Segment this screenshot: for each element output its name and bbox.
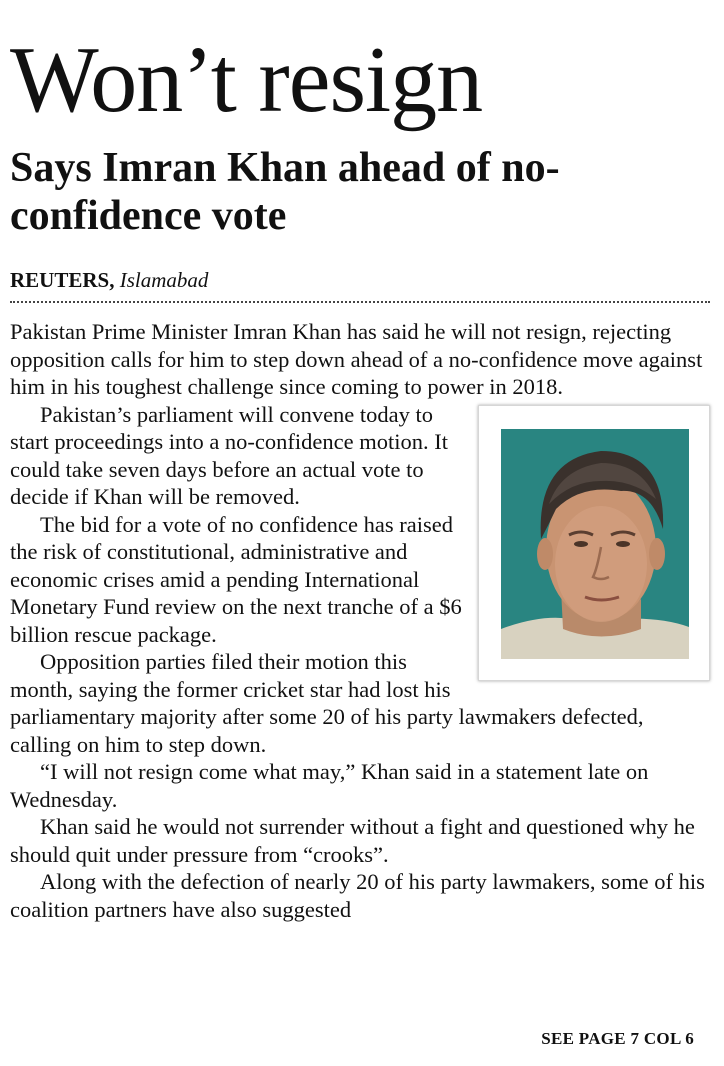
headline: Won’t resign	[10, 28, 483, 132]
byline-agency: REUTERS,	[10, 268, 115, 292]
dotted-divider	[10, 301, 710, 303]
paragraph-6: Khan said he would not surrender without a fight and questioned why he should quit under pressure from “crooks”.	[10, 814, 695, 867]
portrait-photo	[501, 429, 689, 659]
subheadline: Says Imran Khan ahead of no-confidence vote	[10, 145, 560, 239]
continuation-link[interactable]: SEE PAGE 7 COL 6	[541, 1029, 694, 1048]
byline	[10, 266, 208, 294]
article-body	[10, 318, 710, 923]
paragraph-3: The bid for a vote of no confidence has raised the risk of constitutional, administrative and economic crises amid a pending International Monetary Fund review on the next tranche of a $6 billion rescue package.	[10, 511, 462, 647]
paragraph-4: Opposition parties filed their motion this month, saying the former cricket star had lost his parliamentary majority after some 20 of his party lawmakers defected, calling on him to step down.	[10, 649, 644, 757]
paragraph-2: Pakistan’s parliament will convene today to start proceedings into a no-confidence motion. It could take seven days before an actual vote to decide if Khan will be removed.	[10, 401, 448, 509]
paragraph-7: Along with the defection of nearly 20 of his party lawmakers, some of his coalition partners have also suggested	[10, 869, 705, 922]
photo-frame	[478, 405, 710, 681]
byline-location: Islamabad	[119, 268, 209, 292]
portrait-illustration	[501, 429, 689, 659]
paragraph-5: “I will not resign come what may,” Khan said in a statement late on Wednesday.	[10, 759, 649, 812]
paragraph-1: Pakistan Prime Minister Imran Khan has said he will not resign, rejecting opposition calls for him to step down ahead of a no-confidence move against him in his toughest challenge since coming to power in 2018.	[10, 319, 703, 399]
